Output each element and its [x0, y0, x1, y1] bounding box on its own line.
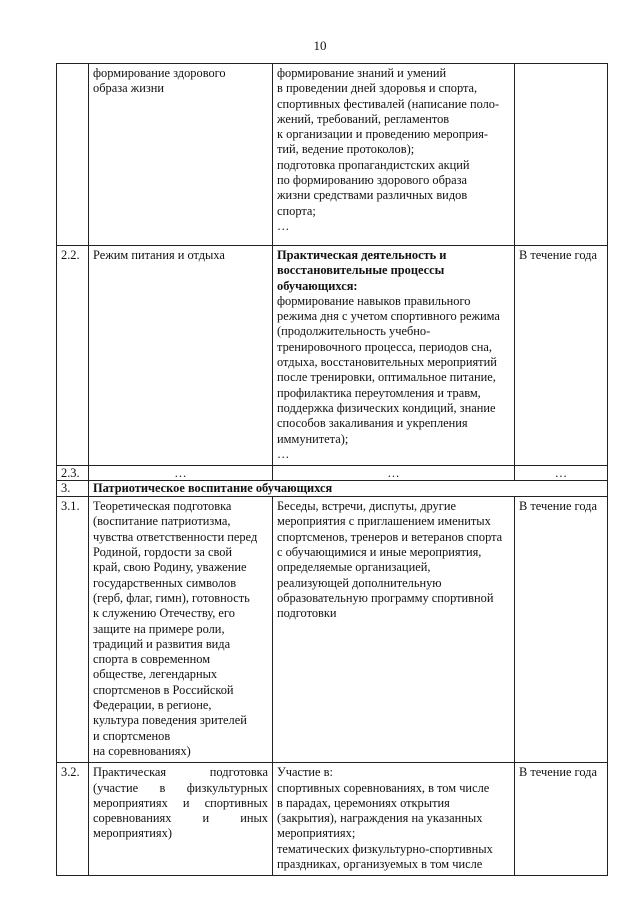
- section-title: Патриотическое воспитание обучающихся: [89, 481, 608, 497]
- row-name: Режим питания и отдыха: [89, 246, 273, 466]
- section-number: 3.: [57, 481, 89, 497]
- row-content: Беседы, встречи, диспуты, другие мероприятия с приглашением именитых спортсменов, тренеров и ветеранов спорта с обучающимися и иные мероприятия, определяемые организацией, реализующей дополнительную образовательную программу спортивной подготовки: [273, 497, 515, 763]
- row-number: 2.3.: [57, 466, 89, 481]
- row-name: формирование здорового образа жизни: [89, 64, 273, 246]
- row-timing: В течение года: [515, 246, 608, 466]
- activities-table: [56, 63, 608, 876]
- row-name: Практическая подготовка (участие в физкультурных мероприятиях и спортивных соревнованиях и иных мероприятиях): [89, 763, 273, 876]
- row-number: 2.2.: [57, 246, 89, 466]
- table-row: [57, 246, 608, 466]
- section-row: [57, 481, 608, 497]
- row-number: 3.2.: [57, 763, 89, 876]
- row-name: …: [89, 466, 273, 481]
- row-timing: В течение года: [515, 497, 608, 763]
- table-row: [57, 466, 608, 481]
- row-content-cell: [273, 246, 515, 466]
- row-timing: [515, 64, 608, 246]
- table-row: [57, 497, 608, 763]
- table-row: [57, 763, 608, 876]
- row-name: Теоретическая подготовка (воспитание патриотизма, чувства ответственности перед Родиной, гордости за свой край, свою Родину, уважение государственных символов (герб, флаг, гимн), готовность к служению Отечеству, его защите на примере роли, традиций и развития вида спорта в современном обществе, легендарных спортсменов в Российской Федерации, в регионе, культура поведения зрителей и спортсменов на соревнованиях): [89, 497, 273, 763]
- table-row: [57, 64, 608, 246]
- row-timing: …: [515, 466, 608, 481]
- row-number: 3.1.: [57, 497, 89, 763]
- row-content-title: Практическая деятельность и восстановительные процессы обучающихся:: [277, 248, 447, 293]
- row-content: формирование знаний и умений в проведении дней здоровья и спорта, спортивных фестивалей (написание поло- жений, требований, регламентов к организации и проведению мероприя- тий, ведение протоколов); подготовка пропагандистских акций по формированию здорового образа жизни средствами различных видов спорта; …: [273, 64, 515, 246]
- row-timing: В течение года: [515, 763, 608, 876]
- row-number: [57, 64, 89, 246]
- row-content: …: [273, 466, 515, 481]
- row-content: Участие в: спортивных соревнованиях, в том числе в парадах, церемониях открытия (закрытия), награждения на указанных мероприятиях; тематических физкультурно-спортивных праздниках, организуемых в том числе: [273, 763, 515, 876]
- page-number: 10: [313, 38, 327, 53]
- row-content: формирование навыков правильного режима дня с учетом спортивного режима (продолжительность учебно- тренировочного процесса, периодов сна, отдыха, восстановительных мероприятий после тренировки, оптимальное питание, профилактика переутомления и травм, поддержка физических кондиций, знание способов закаливания и укрепления иммунитета); …: [277, 293, 500, 461]
